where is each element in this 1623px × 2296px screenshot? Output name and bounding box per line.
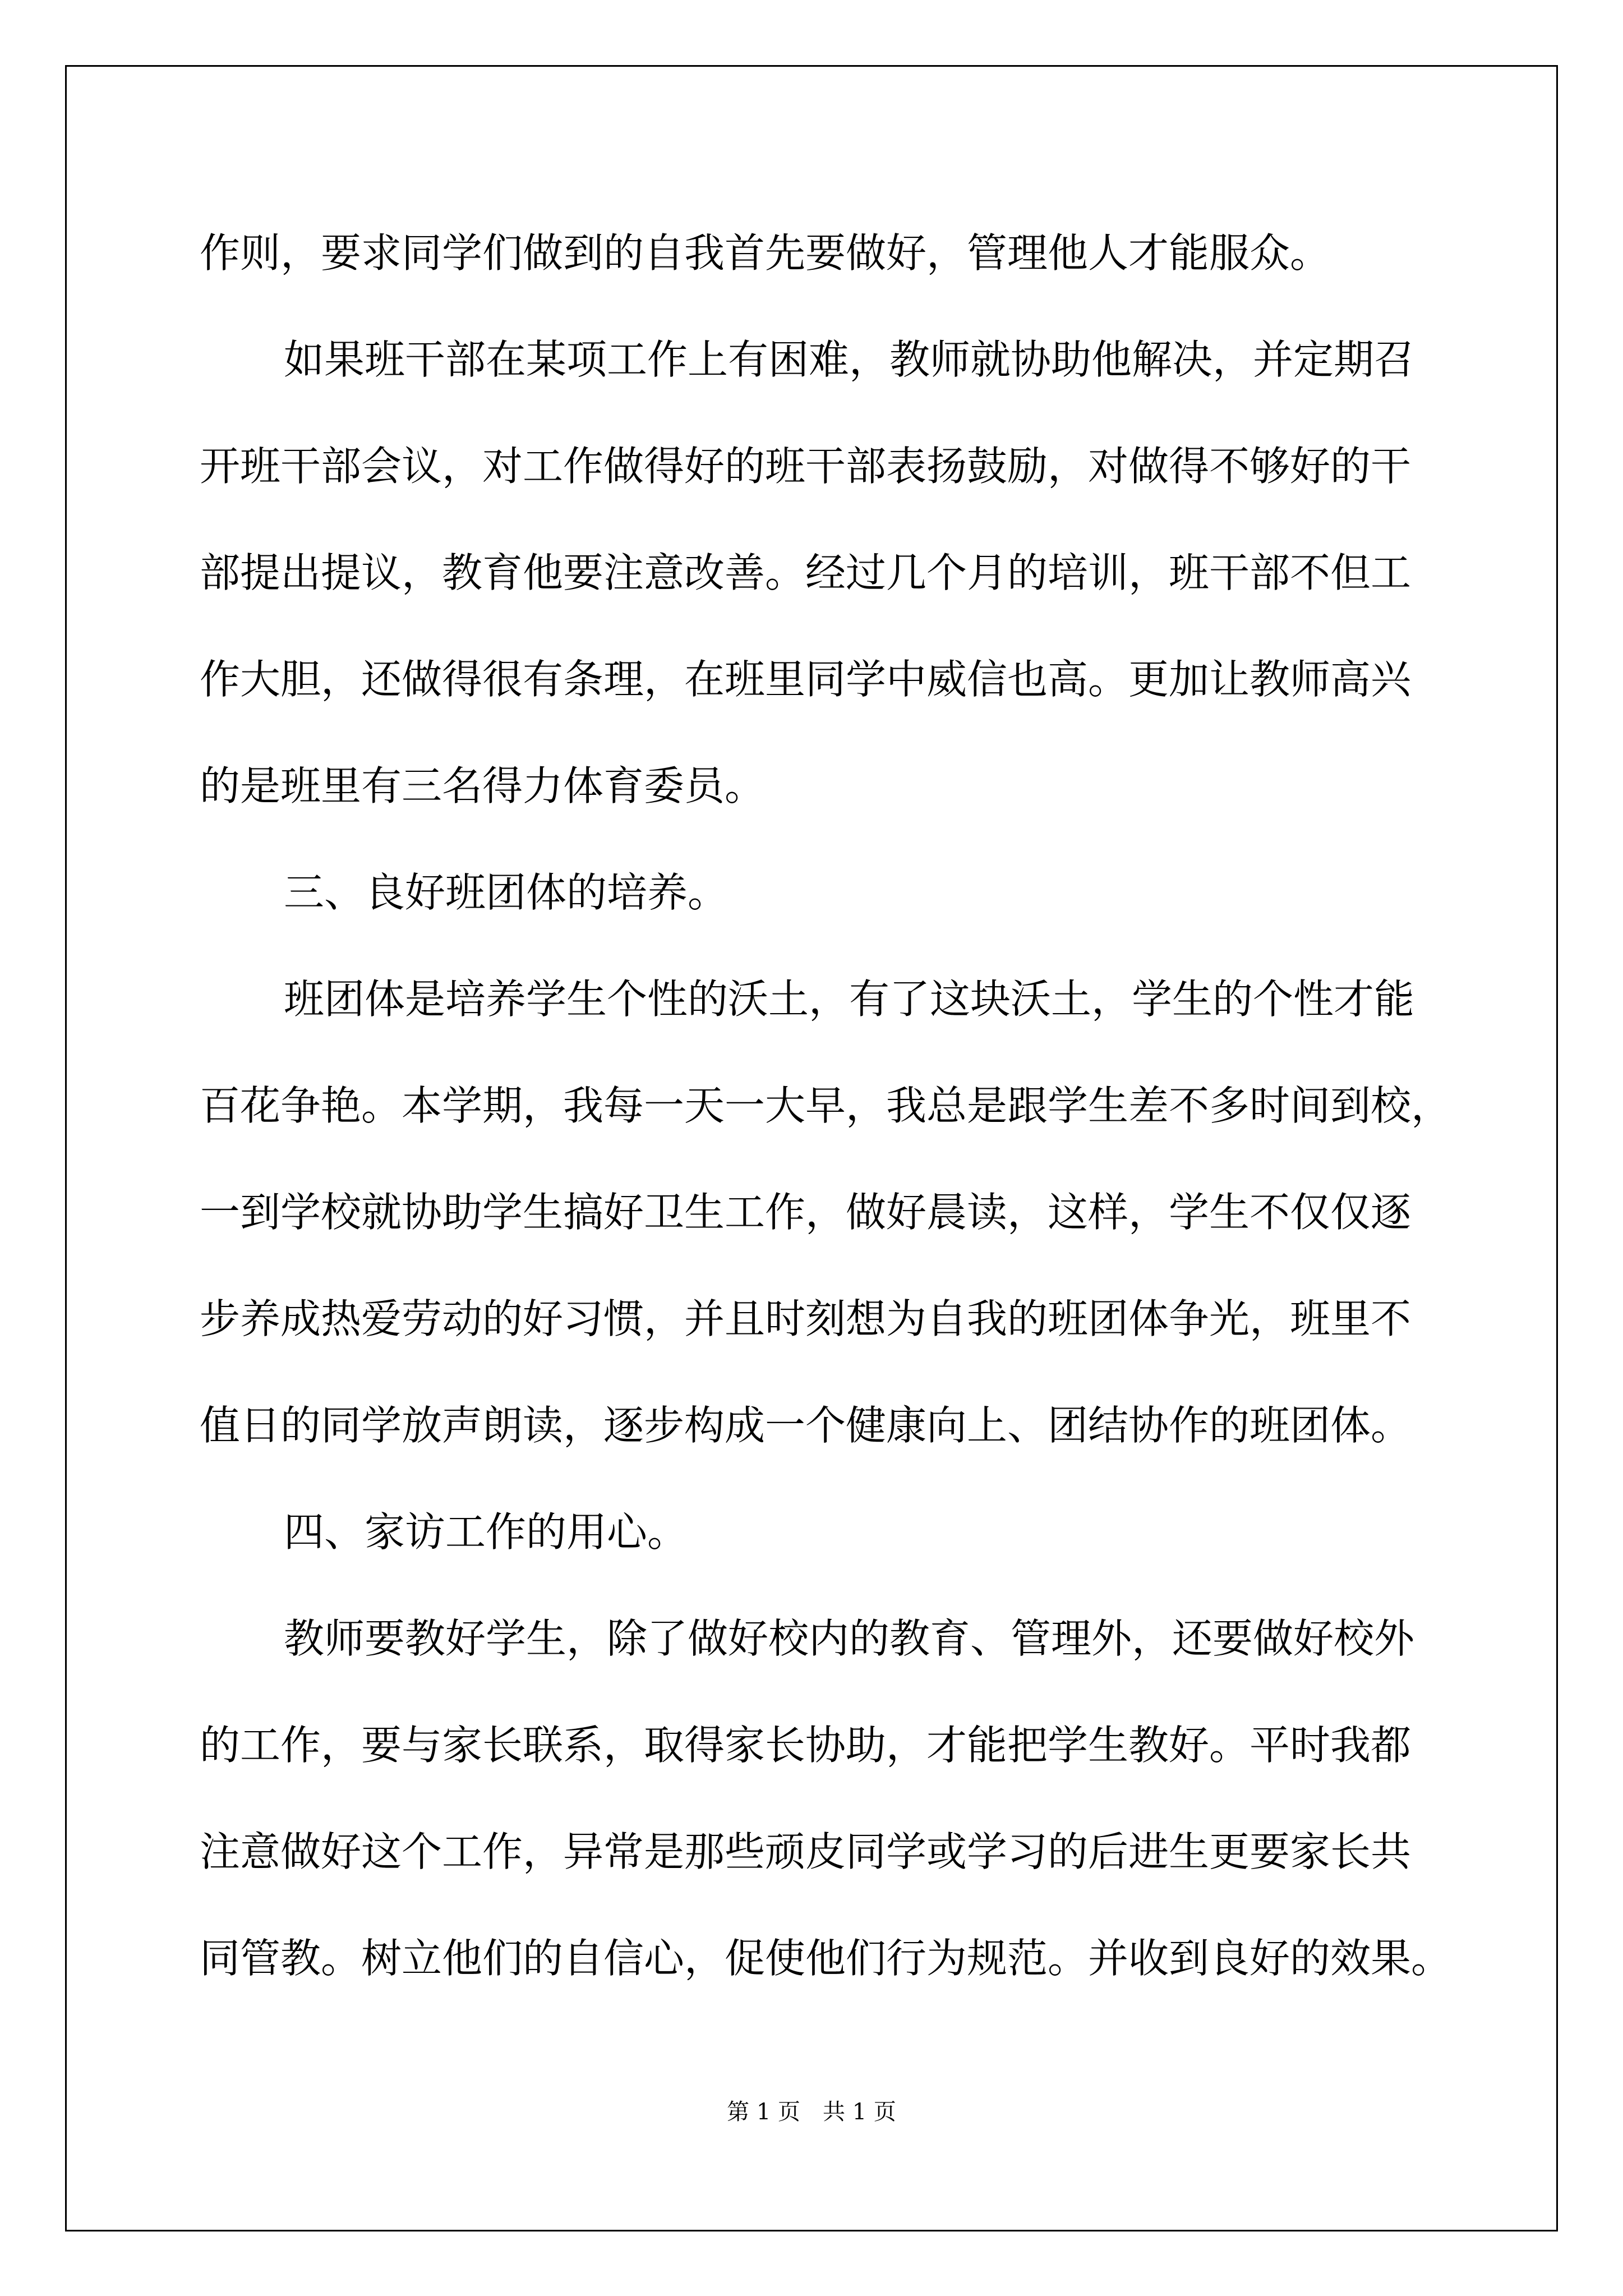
section-heading: 三、良好班团体的培养。 — [284, 869, 728, 916]
text-line: 作则，要求同学们做到的自我首先要做好，管理他人才能服众。 — [200, 229, 1331, 277]
text-line: 作大胆，还做得很有条理，在班里同学中威信也高。更加让教师高兴 — [200, 656, 1412, 703]
section-heading: 四、家访工作的用心。 — [284, 1508, 688, 1556]
text-line: 的是班里有三名得力体育委员。 — [200, 762, 766, 809]
text-line: 的工作，要与家长联系，取得家长协助，才能把学生教好。平时我都 — [200, 1722, 1412, 1769]
text-line: 如果班干部在某项工作上有困难，教师就协助他解决，并定期召 — [284, 336, 1415, 383]
page-number: 第 1 页 共 1 页 — [727, 2099, 896, 2125]
text-line: 班团体是培养学生个性的沃土，有了这块沃土，学生的个性才能 — [284, 976, 1415, 1023]
text-line: 一到学校就协助学生搞好卫生工作，做好晨读，这样，学生不仅仅逐 — [200, 1189, 1412, 1236]
text-line: 同管教。树立他们的自信心，促使他们行为规范。并收到良好的效果。 — [200, 1935, 1452, 1982]
text-line: 教师要教好学生，除了做好校内的教育、管理外，还要做好校外 — [284, 1615, 1415, 1662]
text-line: 百花争艳。本学期，我每一天一大早，我总是跟学生差不多时间到校， — [200, 1082, 1452, 1129]
text-line: 开班干部会议，对工作做得好的班干部表扬鼓励，对做得不够好的干 — [200, 443, 1412, 490]
text-line: 步养成热爱劳动的好习惯，并且时刻想为自我的班团体争光，班里不 — [200, 1295, 1412, 1342]
text-line: 值日的同学放声朗读，逐步构成一个健康向上、团结协作的班团体。 — [200, 1402, 1412, 1449]
text-line: 注意做好这个工作，异常是那些顽皮同学或学习的后进生更要家长共 — [200, 1828, 1412, 1875]
page-border — [65, 65, 1558, 2231]
text-line: 部提出提议，教育他要注意改善。经过几个月的培训，班干部不但工 — [200, 549, 1412, 596]
